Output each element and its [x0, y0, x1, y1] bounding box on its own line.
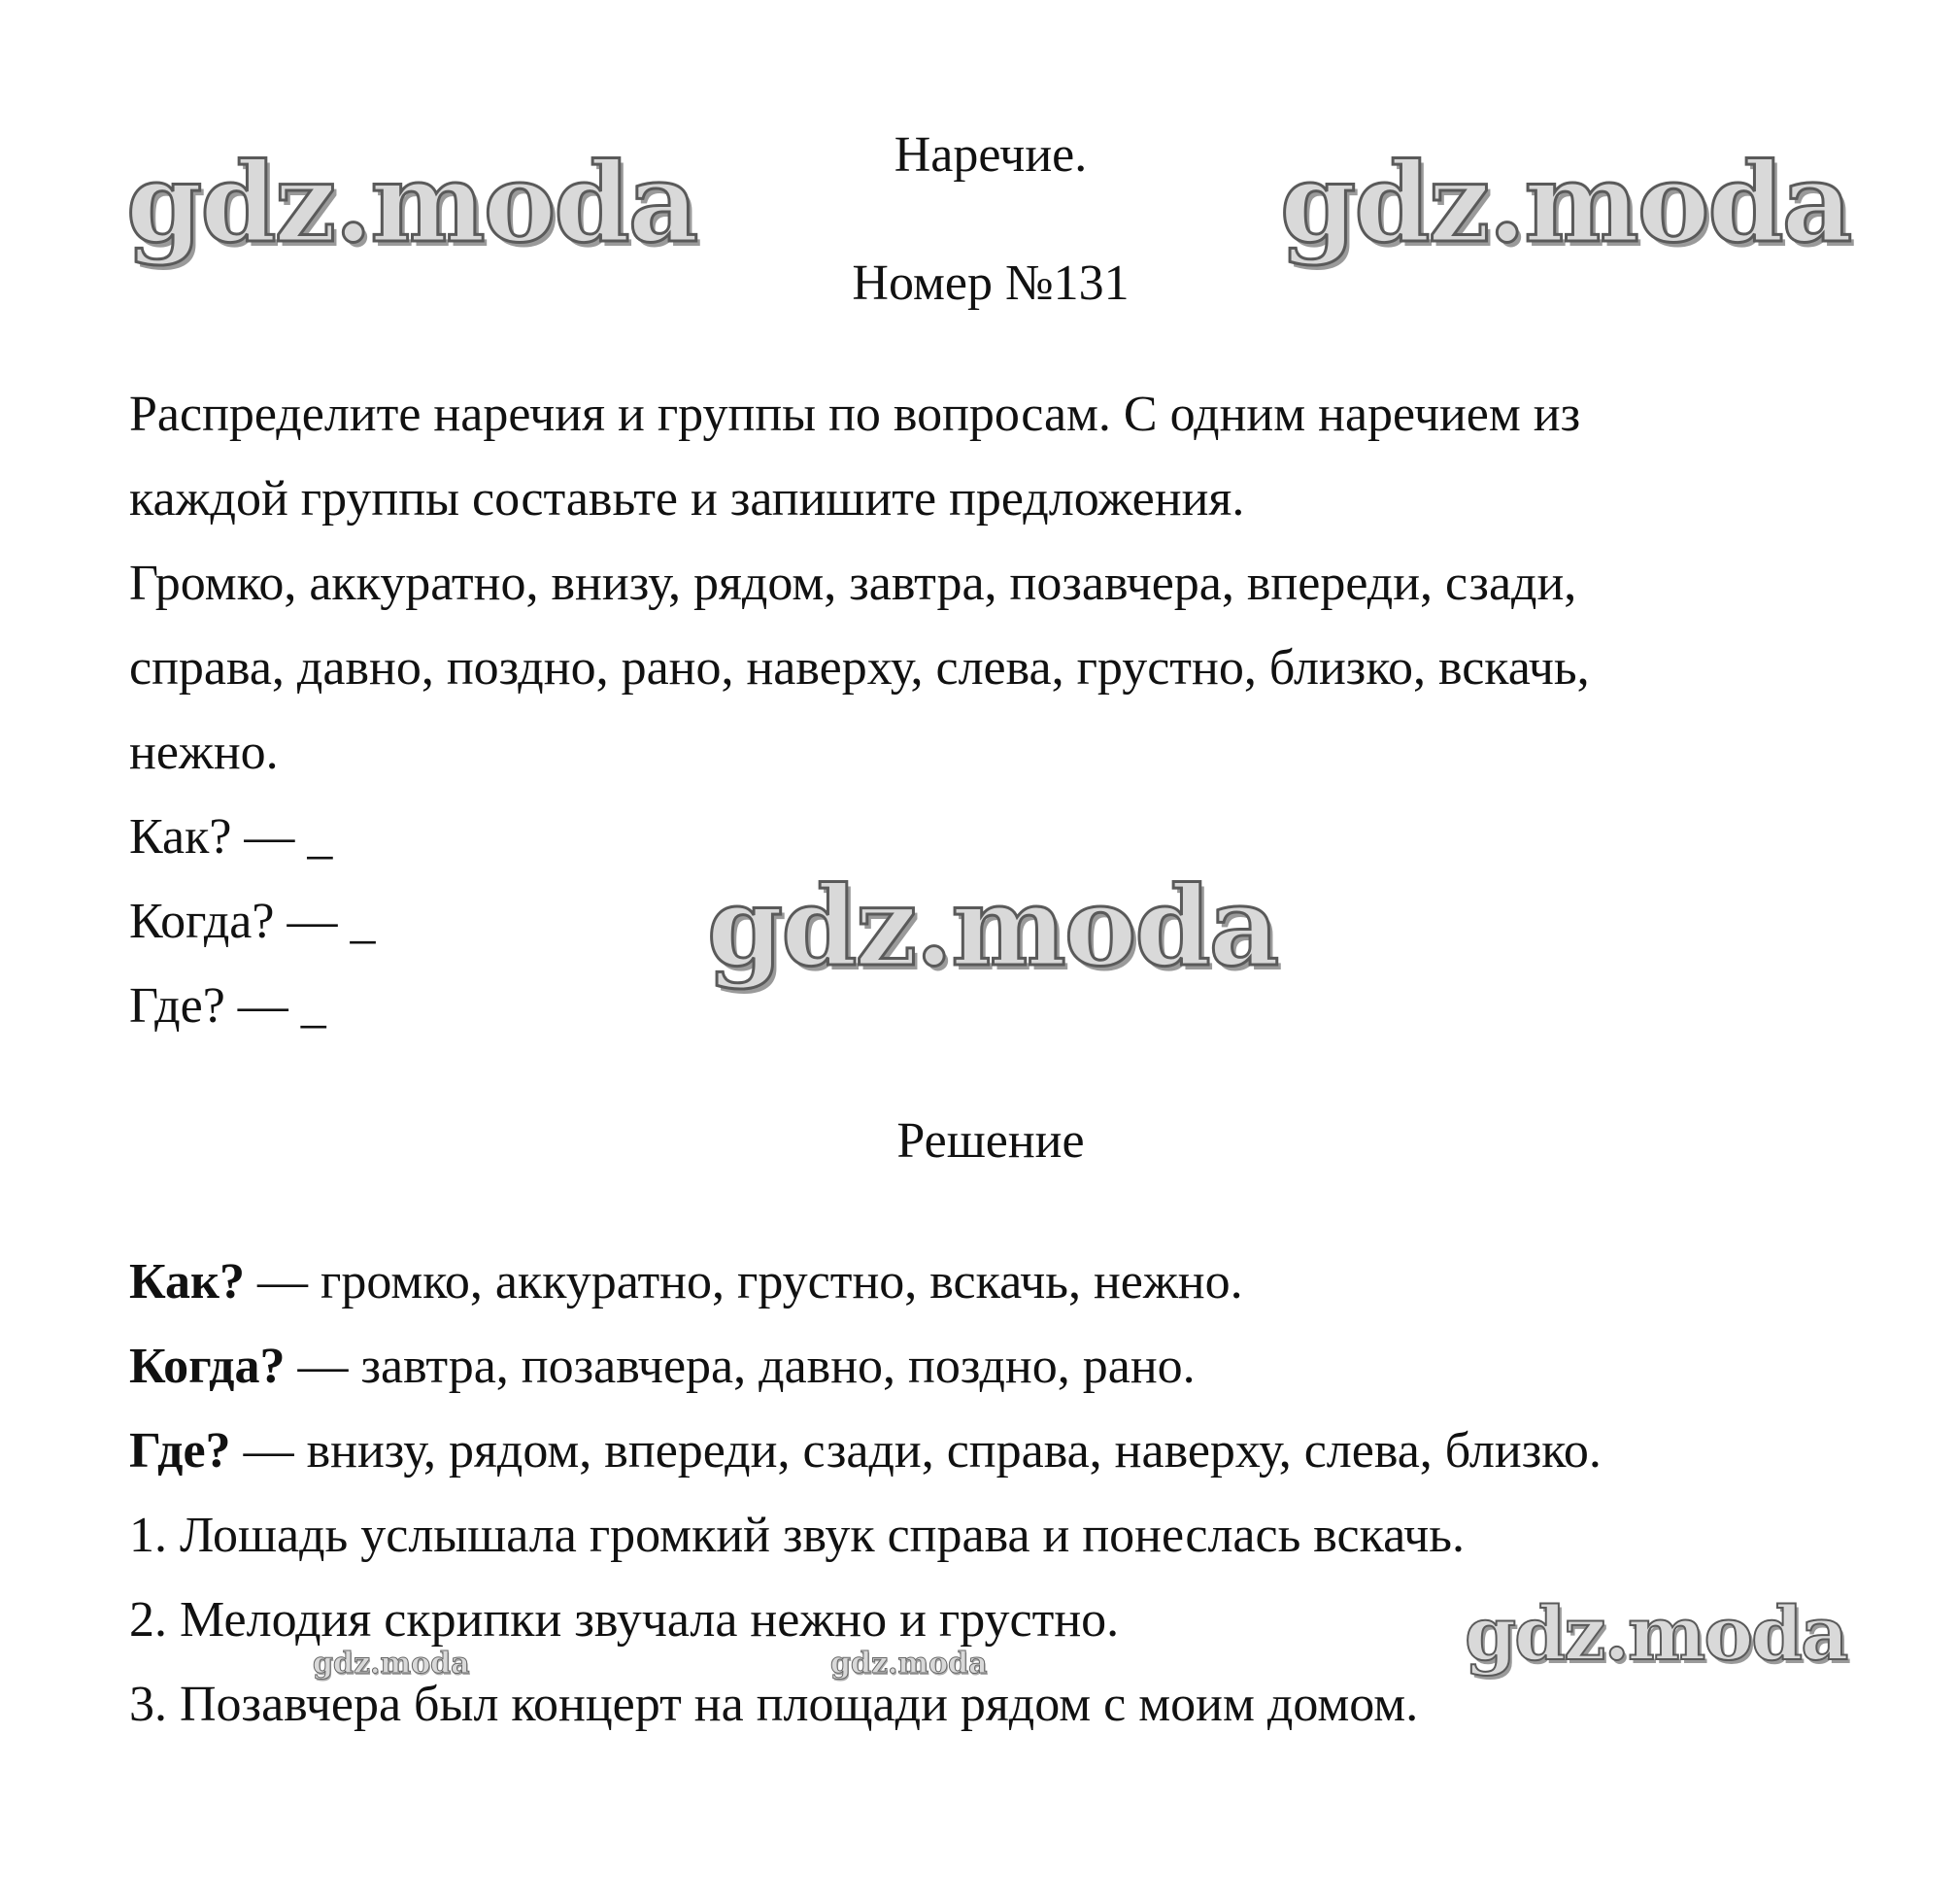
answer-text: — громко, аккуратно, грустно, вскачь, нежно.	[244, 1254, 1243, 1309]
answer-text: — внизу, рядом, впереди, сзади, справа, наверху, слева, близко.	[230, 1423, 1602, 1479]
sentence: 1. Лошадь услышала громкий звук справа и понеслась вскачь.	[129, 1508, 1465, 1563]
question-when: Когда? — _	[129, 894, 376, 949]
watermark-logo: gdz.moda	[830, 1647, 988, 1681]
question-how: Как? — _	[129, 809, 333, 865]
task-text-line: Распределите наречия и группы по вопросам. С одним наречием из	[129, 387, 1581, 442]
question-where: Где? — _	[129, 978, 326, 1034]
sentence: 3. Позавчера был концерт на площади рядом с моим домом.	[129, 1677, 1419, 1732]
sentence: 2. Мелодия скрипки звучала нежно и грустно.	[129, 1592, 1120, 1648]
task-number: Номер №131	[852, 255, 1130, 311]
watermark-logo: gdz.moda	[1465, 1590, 1847, 1677]
answer-label: Как?	[129, 1254, 245, 1309]
watermark-logo: gdz.moda	[707, 864, 1278, 991]
task-text-line: каждой группы составьте и запишите предложения.	[129, 471, 1245, 527]
answer-when	[129, 1338, 1196, 1396]
answer-text: — завтра, позавчера, давно, поздно, рано.	[285, 1339, 1196, 1394]
word-list-line: Громко, аккуратно, внизу, рядом, завтра, позавчера, впереди, сзади,	[129, 556, 1577, 611]
solution-heading: Решение	[896, 1113, 1085, 1169]
answer-where	[129, 1422, 1602, 1480]
word-list-line: справа, давно, поздно, рано, наверху, слева, грустно, близко, вскачь,	[129, 640, 1590, 696]
answer-how	[129, 1253, 1243, 1311]
word-list-line: нежно.	[129, 725, 279, 780]
watermark-logo: gdz.moda	[313, 1647, 470, 1681]
topic-title: Наречие.	[894, 127, 1088, 183]
watermark-logo: gdz.moda	[126, 140, 697, 267]
answer-label: Когда?	[129, 1339, 286, 1394]
answer-label: Где?	[129, 1423, 231, 1479]
watermark-logo: gdz.moda	[1280, 140, 1851, 267]
